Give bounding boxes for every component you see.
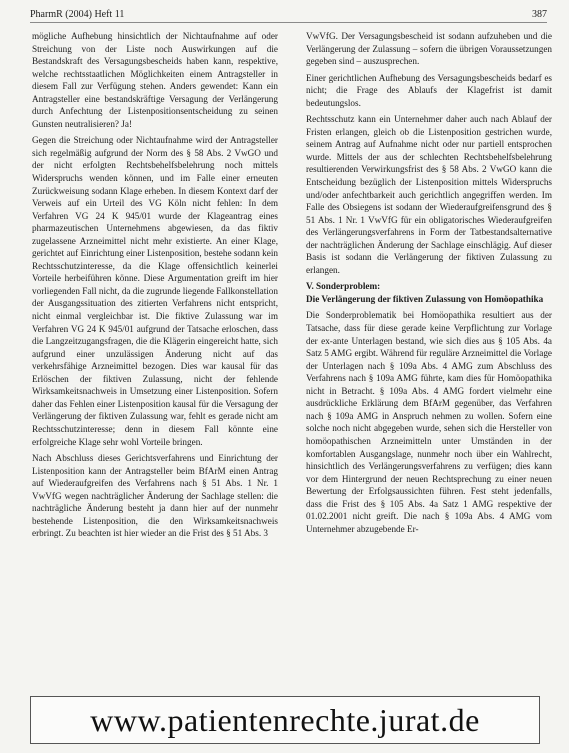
- website-url[interactable]: www.patientenrechte.jurat.de: [90, 701, 480, 738]
- paragraph: Rechtsschutz kann ein Unternehmer daher auch nach Ablauf der Fristen erlangen, gleich ob die Listenposition gestrichen wurde, seinem Antrag auf Aufnahme nicht oder nur partiell entsprochen wurde. Mittels der aus der schlechten Rechtsbehelfsbelehrung resultierenden Verwirkungsfrist des § 58 Abs. 2 VwGO kann die Entscheidung bezüglich der Listenposition mittels Widerspruchs und/oder anfechtbarkeit auch gerichtlich angegriffen werden. Im Falle des Obsiegens ist sodann der Wiederaufgreifensgrund des § 51 Abs. 1 Nr. 1 VwVfG für ein obligatorisches Wiederaufgreifen des Verlängerungsverfahrens in Form der Tatbestandsalternative der nachträglichen Änderung der Sachlage einschlägig. Auf dieser Basis ist sodann die Verlängerung der fiktiven Zulassung zu erlangen.: [306, 114, 552, 275]
- website-banner[interactable]: [30, 696, 540, 744]
- paragraph: Gegen die Streichung oder Nichtaufnahme wird der Antragsteller sich regelmäßig aufgrund der Norm des § 58 Abs. 2 VwGO und der nicht erfolgten Rechtsbehelfsbelehrung noch mittels Widerspruchs wenden können, und im Falle einer erneuten Zurückweisung sodann Klage erheben. In diesem Kontext darf der Verweis auf ein Urteil des VG Köln nicht fehlen: In dem Verfahren VG 24 K 945/01 wurde der Klageantrag eines pharmazeutischen Unternehmens abgewiesen, da das fiktiv zugelassene Arzneimittel nicht mehr existierte. An einer Klage, gerichtet auf Einrichtung einer Listenposition, bestehe sodann kein Rechtsschutzinteresse, da die Klage offensichtlich keinerlei Vorteile herbeiführen könne. Diese Argumentation greift im hier vorliegenden Fall nicht, da die zugrunde liegende Fallkonstellation der Ausgangssituation des zitierten Verfahrens nicht entspricht, nicht einmal vergleichbar ist. Die fiktive Zulassung war im Verfahren VG 24 K 945/01 aufgrund der Tatsache erloschen, dass die Langzeitzugangsfragen, die die Klägerin eingereicht hatte, sich aufgrund einer unzulässigen Änderung nicht auf das verkehrsfähige Arzneimittel bezogen. Dies war kausal für das Erlöschen der fiktiven Zulassung, nicht der fehlende Wirksamkeitsnachweis in Umsetzung einer Listenposition. Sofern daher das Fehlen einer Listenposition kausal für die Versagung der Verlängerung der fiktiven Zulassung war, fehlt es gerade nicht am Rechtsschutzinteresse; denn in diesem Fall könnte eine erfolgreiche Klage sehr wohl Vorteile bringen.: [32, 135, 278, 447]
- running-header: [30, 8, 547, 23]
- right-column: [306, 30, 552, 539]
- paragraph: Die Sonderproblematik bei Homöopathika resultiert aus der Tatsache, dass für diese gerade keine Verpflichtung zur Vorlage der ex-ante Unterlagen bestand, wie sich dies aus § 105 Abs. 4a Satz 5 AMG ergibt. Während für reguläre Arzneimittel die Vorlage der Unterlagen nach § 109a Abs. 4 AMG zum Abschluss des Verfahrens nach § 109a AMG führte, kam dies für Homöopathika nicht in Betracht. § 109a Abs. 4 AMG fordert vielmehr eine ausdrückliche Erklärung dem BfArM gegenüber, das Verfahren nach § 109a AMG in Anspruch nehmen zu wollen. Sofern eine solche noch nicht abgegeben wurde, sehen sich die Hersteller von homöopathischen Arzneimitteln unter Umständen in der komfortablen Ausgangslage, nunmehr noch über ein Wahlrecht, hinsichtlich des Verlängerungsverfahrens zu verfügen; dies kann vor dem Hintergrund der neuen Rechtsprechung zu einer neuen Bewertung der Erfolgsaussichten führen. Fest steht jedenfalls, dass die Frist des § 105 Abs. 4a Satz 1 AMG respektive der 01.02.2001 nicht greift. Die nach § 109a Abs. 4 AMG vom Unternehmer abzugebende Er-: [306, 310, 552, 534]
- section-title: V. Sonderproblem:: [306, 281, 381, 292]
- section-subtitle: Die Verlängerung der fiktiven Zulassung von Homöopathika: [306, 293, 544, 304]
- paragraph: VwVfG. Der Versagungsbescheid ist sodann aufzuheben und die Verlängerung der Zulassung – sofern die übrigen Voraussetzungen gegeben sind – auszusprechen.: [306, 31, 552, 67]
- section-heading: [306, 280, 552, 305]
- left-column: [32, 30, 278, 544]
- journal-reference: PharmR (2004) Heft 11: [30, 9, 125, 20]
- page-number: 387: [532, 9, 547, 20]
- paragraph: Einer gerichtlichen Aufhebung des Versagungsbescheids bedarf es nicht; die Frage des Ablaufs der Klagefrist ist damit bedeutungslos.: [306, 72, 552, 108]
- paragraph: Nach Abschluss dieses Gerichtsverfahrens und Einrichtung der Listenposition kann der Antragsteller beim BfArM einen Antrag auf Wiederaufgreifen des Verfahrens nach § 51 Abs. 1 Nr. 1 VwVfG wegen nachträglicher Änderung der Sachlage stellen: die nachträgliche Änderung besteht ja dann hier auf der nunmehr bestehende Listenposition, die den Wirksamkeitsnachweis erbringt. Zu beachten ist hier wieder an die Frist des § 51 Abs. 3: [32, 453, 278, 539]
- paragraph: mögliche Aufhebung hinsichtlich der Nichtaufnahme auf oder Streichung von der Liste noch Auswirkungen auf die Bestandskraft des Versagungsbescheids haben kann, respektive, welche rechtsstaatlichen Möglichkeiten einem Antragsteller in diesem Fall zur Verfügung stehen. Anders gewendet: Kann ein Antragsteller eine bestandskräftige Versagung der Verlängerung durch Anfechtung der Listenpositionsentscheidung zu seinen Gunsten neutralisieren? Ja!: [32, 31, 278, 129]
